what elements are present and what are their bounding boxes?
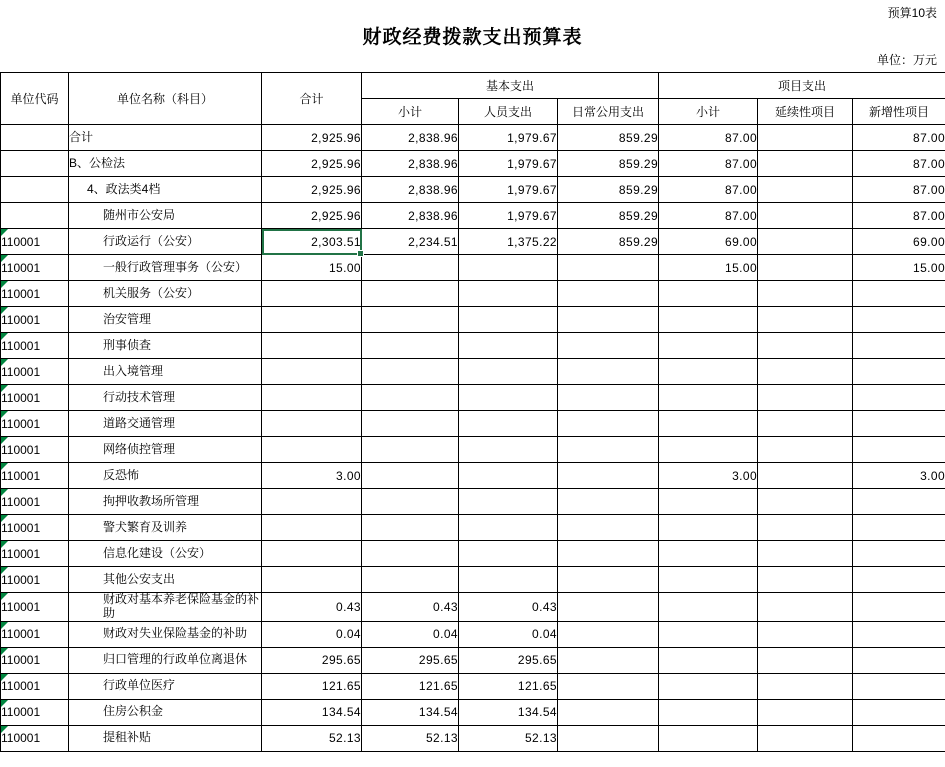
cell-project-subtotal[interactable]: [659, 515, 758, 541]
cell-project-subtotal[interactable]: [659, 489, 758, 515]
cell-personnel[interactable]: [459, 541, 558, 567]
cell-personnel[interactable]: [459, 515, 558, 541]
cell-daily-public[interactable]: [558, 541, 659, 567]
cell-total[interactable]: 2,925.96: [262, 177, 362, 203]
cell-unit-name[interactable]: 4、政法类4档: [69, 177, 262, 203]
cell-continuing-project[interactable]: [758, 515, 853, 541]
cell-basic-subtotal[interactable]: [362, 489, 459, 515]
cell-continuing-project[interactable]: [758, 489, 853, 515]
cell-total[interactable]: 2,303.51: [262, 229, 362, 255]
cell-basic-subtotal[interactable]: 2,234.51: [362, 229, 459, 255]
cell-project-subtotal[interactable]: [659, 411, 758, 437]
table-row[interactable]: [1, 333, 945, 359]
cell-new-project[interactable]: [853, 725, 945, 751]
cell-new-project[interactable]: [853, 489, 945, 515]
cell-total[interactable]: 2,925.96: [262, 203, 362, 229]
cell-project-subtotal[interactable]: [659, 437, 758, 463]
cell-continuing-project[interactable]: [758, 359, 853, 385]
cell-personnel[interactable]: 1,979.67: [459, 151, 558, 177]
cell-total[interactable]: [262, 307, 362, 333]
cell-unit-name[interactable]: 治安管理: [69, 307, 262, 333]
cell-new-project[interactable]: [853, 647, 945, 673]
cell-personnel[interactable]: 295.65: [459, 647, 558, 673]
cell-unit-name[interactable]: 合计: [69, 125, 262, 151]
cell-continuing-project[interactable]: [758, 699, 853, 725]
cell-new-project[interactable]: 87.00: [853, 203, 945, 229]
table-row[interactable]: [1, 541, 945, 567]
cell-continuing-project[interactable]: [758, 307, 853, 333]
cell-personnel[interactable]: 1,979.67: [459, 125, 558, 151]
cell-new-project[interactable]: [853, 333, 945, 359]
cell-project-subtotal[interactable]: 15.00: [659, 255, 758, 281]
cell-continuing-project[interactable]: [758, 647, 853, 673]
cell-unit-name[interactable]: 归口管理的行政单位离退休: [69, 647, 262, 673]
table-row[interactable]: [1, 385, 945, 411]
cell-basic-subtotal[interactable]: 0.04: [362, 621, 459, 647]
cell-daily-public[interactable]: [558, 647, 659, 673]
cell-basic-subtotal[interactable]: 0.43: [362, 593, 459, 622]
cell-unit-code[interactable]: 110001: [1, 567, 69, 593]
cell-personnel[interactable]: [459, 281, 558, 307]
table-row[interactable]: [1, 515, 945, 541]
cell-unit-name[interactable]: 机关服务（公安）: [69, 281, 262, 307]
header-new-project: 新增性项目: [853, 99, 945, 125]
cell-daily-public[interactable]: 859.29: [558, 203, 659, 229]
cell-new-project[interactable]: [853, 515, 945, 541]
cell-new-project[interactable]: 87.00: [853, 125, 945, 151]
unit-note: 单位：万元: [876, 53, 937, 67]
header-project-expenditure: 项目支出: [659, 73, 945, 99]
cell-new-project[interactable]: [853, 411, 945, 437]
cell-unit-name[interactable]: 警犬繁育及训养: [69, 515, 262, 541]
cell-daily-public[interactable]: [558, 593, 659, 622]
cell-project-subtotal[interactable]: [659, 725, 758, 751]
cell-unit-code[interactable]: 110001: [1, 437, 69, 463]
cell-personnel[interactable]: 1,979.67: [459, 203, 558, 229]
cell-basic-subtotal[interactable]: 2,838.96: [362, 203, 459, 229]
cell-unit-name[interactable]: 网络侦控管理: [69, 437, 262, 463]
cell-continuing-project[interactable]: [758, 229, 853, 255]
cell-daily-public[interactable]: [558, 307, 659, 333]
cell-continuing-project[interactable]: [758, 255, 853, 281]
cell-project-subtotal[interactable]: 3.00: [659, 463, 758, 489]
cell-project-subtotal[interactable]: [659, 647, 758, 673]
table-row[interactable]: [1, 177, 945, 203]
cell-unit-code[interactable]: 110001: [1, 255, 69, 281]
cell-basic-subtotal[interactable]: 295.65: [362, 647, 459, 673]
cell-continuing-project[interactable]: [758, 463, 853, 489]
cell-unit-code[interactable]: 110001: [1, 385, 69, 411]
cell-unit-name[interactable]: 住房公积金: [69, 699, 262, 725]
cell-basic-subtotal[interactable]: 2,838.96: [362, 151, 459, 177]
cell-daily-public[interactable]: 859.29: [558, 125, 659, 151]
cell-basic-subtotal[interactable]: 2,838.96: [362, 125, 459, 151]
cell-unit-name[interactable]: B、公检法: [69, 151, 262, 177]
cell-unit-code[interactable]: 110001: [1, 673, 69, 699]
cell-unit-name[interactable]: 刑事侦查: [69, 333, 262, 359]
cell-unit-code[interactable]: 110001: [1, 593, 69, 622]
cell-project-subtotal[interactable]: 87.00: [659, 203, 758, 229]
cell-unit-code[interactable]: 110001: [1, 515, 69, 541]
cell-new-project[interactable]: 87.00: [853, 177, 945, 203]
cell-unit-code[interactable]: [1, 203, 69, 229]
cell-personnel[interactable]: 52.13: [459, 725, 558, 751]
cell-new-project[interactable]: 3.00: [853, 463, 945, 489]
table-row[interactable]: [1, 203, 945, 229]
cell-personnel[interactable]: [459, 385, 558, 411]
cell-unit-name[interactable]: 提租补贴: [69, 725, 262, 751]
cell-continuing-project[interactable]: [758, 567, 853, 593]
cell-new-project[interactable]: [853, 567, 945, 593]
cell-unit-name[interactable]: 财政对基本养老保险基金的补助: [69, 593, 262, 622]
table-row[interactable]: [1, 411, 945, 437]
header-total: 合计: [262, 73, 362, 125]
cell-project-subtotal[interactable]: [659, 359, 758, 385]
cell-project-subtotal[interactable]: [659, 699, 758, 725]
cell-new-project[interactable]: [853, 593, 945, 622]
cell-new-project[interactable]: 15.00: [853, 255, 945, 281]
cell-basic-subtotal[interactable]: [362, 567, 459, 593]
cell-unit-name[interactable]: 随州市公安局: [69, 203, 262, 229]
table-row[interactable]: [1, 151, 945, 177]
cell-personnel[interactable]: [459, 463, 558, 489]
cell-personnel[interactable]: [459, 437, 558, 463]
cell-total[interactable]: 15.00: [262, 255, 362, 281]
cell-project-subtotal[interactable]: [659, 673, 758, 699]
cell-personnel[interactable]: [459, 359, 558, 385]
cell-unit-code[interactable]: 110001: [1, 307, 69, 333]
cell-daily-public[interactable]: [558, 411, 659, 437]
cell-unit-code[interactable]: 110001: [1, 541, 69, 567]
cell-unit-name[interactable]: 行动技术管理: [69, 385, 262, 411]
cell-total[interactable]: 52.13: [262, 725, 362, 751]
cell-personnel[interactable]: 134.54: [459, 699, 558, 725]
cell-daily-public[interactable]: [558, 359, 659, 385]
cell-project-subtotal[interactable]: [659, 333, 758, 359]
cell-basic-subtotal[interactable]: 121.65: [362, 673, 459, 699]
cell-unit-name[interactable]: 道路交通管理: [69, 411, 262, 437]
table-row[interactable]: [1, 489, 945, 515]
table-row[interactable]: [1, 359, 945, 385]
cell-basic-subtotal[interactable]: [362, 541, 459, 567]
table-row[interactable]: [1, 699, 945, 725]
table-row[interactable]: [1, 463, 945, 489]
cell-unit-code[interactable]: 110001: [1, 699, 69, 725]
header-basic-expenditure: 基本支出: [362, 73, 659, 99]
cell-daily-public[interactable]: [558, 255, 659, 281]
cell-unit-name[interactable]: 行政运行（公安）: [69, 229, 262, 255]
cell-total[interactable]: [262, 489, 362, 515]
cell-project-subtotal[interactable]: [659, 307, 758, 333]
cell-personnel[interactable]: 1,375.22: [459, 229, 558, 255]
cell-personnel[interactable]: [459, 489, 558, 515]
cell-basic-subtotal[interactable]: [362, 411, 459, 437]
cell-unit-name[interactable]: 反恐怖: [69, 463, 262, 489]
cell-new-project[interactable]: [853, 621, 945, 647]
cell-new-project[interactable]: [853, 281, 945, 307]
table-row[interactable]: [1, 307, 945, 333]
cell-basic-subtotal[interactable]: [362, 385, 459, 411]
cell-personnel[interactable]: [459, 411, 558, 437]
cell-project-subtotal[interactable]: 87.00: [659, 151, 758, 177]
cell-continuing-project[interactable]: [758, 621, 853, 647]
cell-new-project[interactable]: [853, 385, 945, 411]
cell-daily-public[interactable]: [558, 567, 659, 593]
cell-project-subtotal[interactable]: [659, 567, 758, 593]
cell-unit-name[interactable]: 信息化建设（公安）: [69, 541, 262, 567]
form-number-note: 预算10表: [887, 6, 937, 20]
table-body: [1, 125, 945, 752]
cell-daily-public[interactable]: 859.29: [558, 229, 659, 255]
cell-new-project[interactable]: [853, 673, 945, 699]
cell-unit-code[interactable]: 110001: [1, 333, 69, 359]
cell-unit-name[interactable]: 其他公安支出: [69, 567, 262, 593]
cell-continuing-project[interactable]: [758, 725, 853, 751]
cell-unit-code[interactable]: 110001: [1, 647, 69, 673]
cell-basic-subtotal[interactable]: [362, 463, 459, 489]
cell-daily-public[interactable]: [558, 725, 659, 751]
cell-total[interactable]: 3.00: [262, 463, 362, 489]
cell-daily-public[interactable]: [558, 463, 659, 489]
cell-total[interactable]: 2,925.96: [262, 125, 362, 151]
header-continuing-project: 延续性项目: [758, 99, 853, 125]
cell-project-subtotal[interactable]: [659, 621, 758, 647]
cell-project-subtotal[interactable]: [659, 385, 758, 411]
cell-basic-subtotal[interactable]: 134.54: [362, 699, 459, 725]
cell-basic-subtotal[interactable]: [362, 307, 459, 333]
cell-unit-code[interactable]: 110001: [1, 281, 69, 307]
table-row[interactable]: [1, 647, 945, 673]
cell-unit-name[interactable]: 拘押收教场所管理: [69, 489, 262, 515]
cell-continuing-project[interactable]: [758, 125, 853, 151]
cell-new-project[interactable]: [853, 307, 945, 333]
cell-personnel[interactable]: 0.04: [459, 621, 558, 647]
cell-daily-public[interactable]: [558, 281, 659, 307]
cell-new-project[interactable]: [853, 359, 945, 385]
table-row[interactable]: [1, 621, 945, 647]
cell-total[interactable]: 134.54: [262, 699, 362, 725]
cell-total[interactable]: [262, 411, 362, 437]
header-unit-name: 单位名称（科目）: [69, 73, 262, 125]
header-basic-subtotal: 小计: [362, 99, 459, 125]
cell-personnel[interactable]: [459, 333, 558, 359]
cell-total[interactable]: 121.65: [262, 673, 362, 699]
header-personnel: 人员支出: [459, 99, 558, 125]
cell-daily-public[interactable]: [558, 489, 659, 515]
cell-continuing-project[interactable]: [758, 151, 853, 177]
cell-personnel[interactable]: [459, 307, 558, 333]
cell-basic-subtotal[interactable]: 2,838.96: [362, 177, 459, 203]
cell-personnel[interactable]: 121.65: [459, 673, 558, 699]
cell-personnel[interactable]: [459, 567, 558, 593]
cell-total[interactable]: [262, 515, 362, 541]
cell-daily-public[interactable]: 859.29: [558, 151, 659, 177]
cell-unit-code[interactable]: [1, 151, 69, 177]
budget-table: [0, 72, 945, 752]
table-row[interactable]: [1, 281, 945, 307]
cell-personnel[interactable]: 0.43: [459, 593, 558, 622]
cell-new-project[interactable]: [853, 699, 945, 725]
cell-project-subtotal[interactable]: [659, 593, 758, 622]
cell-unit-code[interactable]: [1, 177, 69, 203]
cell-basic-subtotal[interactable]: [362, 359, 459, 385]
cell-unit-code[interactable]: 110001: [1, 621, 69, 647]
cell-unit-code[interactable]: [1, 125, 69, 151]
cell-basic-subtotal[interactable]: [362, 515, 459, 541]
cell-total[interactable]: 2,925.96: [262, 151, 362, 177]
cell-continuing-project[interactable]: [758, 203, 853, 229]
cell-project-subtotal[interactable]: 87.00: [659, 125, 758, 151]
cell-new-project[interactable]: 69.00: [853, 229, 945, 255]
cell-continuing-project[interactable]: [758, 673, 853, 699]
cell-daily-public[interactable]: [558, 333, 659, 359]
cell-continuing-project[interactable]: [758, 411, 853, 437]
cell-unit-name[interactable]: 行政单位医疗: [69, 673, 262, 699]
cell-total[interactable]: [262, 359, 362, 385]
cell-unit-name[interactable]: 一般行政管理事务（公安）: [69, 255, 262, 281]
cell-daily-public[interactable]: [558, 699, 659, 725]
cell-new-project[interactable]: 87.00: [853, 151, 945, 177]
cell-personnel[interactable]: 1,979.67: [459, 177, 558, 203]
cell-new-project[interactable]: [853, 541, 945, 567]
cell-daily-public[interactable]: [558, 385, 659, 411]
cell-continuing-project[interactable]: [758, 281, 853, 307]
cell-total[interactable]: [262, 437, 362, 463]
cell-unit-code[interactable]: 110001: [1, 411, 69, 437]
cell-total[interactable]: [262, 333, 362, 359]
table-row[interactable]: [1, 593, 945, 622]
cell-total[interactable]: [262, 281, 362, 307]
table-row[interactable]: [1, 567, 945, 593]
cell-basic-subtotal[interactable]: [362, 437, 459, 463]
cell-continuing-project[interactable]: [758, 333, 853, 359]
cell-daily-public[interactable]: [558, 515, 659, 541]
table-header-row-1: [1, 73, 945, 99]
cell-total[interactable]: [262, 541, 362, 567]
table-row[interactable]: [1, 125, 945, 151]
cell-unit-code[interactable]: 110001: [1, 359, 69, 385]
cell-project-subtotal[interactable]: [659, 281, 758, 307]
table-row[interactable]: [1, 725, 945, 751]
cell-project-subtotal[interactable]: 69.00: [659, 229, 758, 255]
cell-basic-subtotal[interactable]: [362, 255, 459, 281]
cell-basic-subtotal[interactable]: [362, 281, 459, 307]
cell-total[interactable]: [262, 385, 362, 411]
table-row[interactable]: [1, 673, 945, 699]
header-unit-code: 单位代码: [1, 73, 69, 125]
cell-daily-public[interactable]: [558, 621, 659, 647]
cell-personnel[interactable]: [459, 255, 558, 281]
cell-unit-code[interactable]: 110001: [1, 725, 69, 751]
table-row[interactable]: [1, 437, 945, 463]
cell-unit-code[interactable]: 110001: [1, 489, 69, 515]
header-project-subtotal: 小计: [659, 99, 758, 125]
header-daily-public: 日常公用支出: [558, 99, 659, 125]
cell-new-project[interactable]: [853, 437, 945, 463]
cell-project-subtotal[interactable]: 87.00: [659, 177, 758, 203]
cell-total[interactable]: 295.65: [262, 647, 362, 673]
cell-basic-subtotal[interactable]: 52.13: [362, 725, 459, 751]
cell-total[interactable]: 0.43: [262, 593, 362, 622]
cell-basic-subtotal[interactable]: [362, 333, 459, 359]
cell-continuing-project[interactable]: [758, 593, 853, 622]
page-title: 财政经费拨款支出预算表: [362, 27, 583, 48]
cell-project-subtotal[interactable]: [659, 541, 758, 567]
cell-daily-public[interactable]: 859.29: [558, 177, 659, 203]
cell-continuing-project[interactable]: [758, 177, 853, 203]
cell-continuing-project[interactable]: [758, 437, 853, 463]
cell-unit-code[interactable]: 110001: [1, 463, 69, 489]
cell-unit-code[interactable]: 110001: [1, 229, 69, 255]
cell-total[interactable]: 0.04: [262, 621, 362, 647]
cell-daily-public[interactable]: [558, 673, 659, 699]
cell-continuing-project[interactable]: [758, 541, 853, 567]
cell-unit-name[interactable]: 出入境管理: [69, 359, 262, 385]
table-row[interactable]: [1, 229, 945, 255]
table-row[interactable]: [1, 255, 945, 281]
cell-daily-public[interactable]: [558, 437, 659, 463]
cell-total[interactable]: [262, 567, 362, 593]
cell-continuing-project[interactable]: [758, 385, 853, 411]
cell-unit-name[interactable]: 财政对失业保险基金的补助: [69, 621, 262, 647]
